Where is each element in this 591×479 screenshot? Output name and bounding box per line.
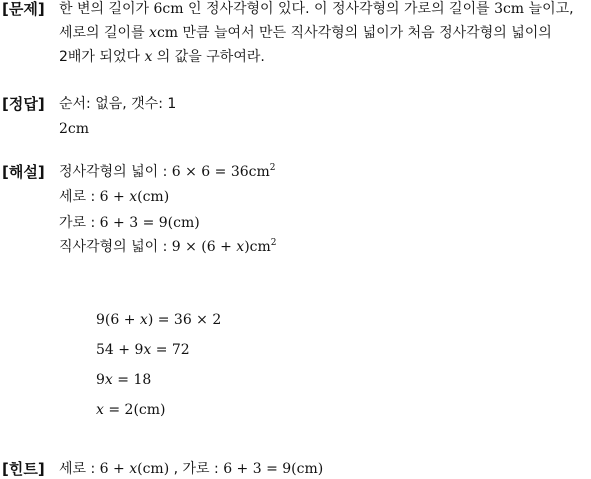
equation-3: 9x = 18	[96, 372, 152, 388]
answer-value: 2cm	[59, 121, 90, 137]
problem-line-3: 2배가 되었다 x 의 값을 구하여라.	[59, 49, 265, 65]
equation-4: x = 2(cm)	[96, 402, 166, 418]
hint-tag: [힌트]	[2, 460, 45, 478]
problem-line-2: 세로의 길이를 xcm 만큼 늘여서 만든 직사각형의 넓이가 처음 정사각형의 넓이의	[59, 25, 552, 41]
answer-line-1: 순서: 없음, 갯수: 1	[59, 96, 177, 112]
solution-width: 가로 : 6 + 3 = 9(cm)	[59, 215, 200, 231]
hint-line: 세로 : 6 + x(cm) , 가로 : 6 + 3 = 9(cm)	[59, 461, 324, 477]
answer-tag: [정답]	[2, 95, 45, 113]
equation-2: 54 + 9x = 72	[96, 342, 190, 358]
solution-rect-area: 직사각형의 넓이 : $9 \times (6 + x)cm^2$	[59, 238, 277, 255]
equation-1: 9(6 + x) = 36 × 2	[96, 312, 222, 328]
problem-line-1: 한 변의 길이가 6cm 인 정사각형이 있다. 이 정사각형의 가로의 길이를 3cm 늘이고,	[59, 1, 574, 17]
solution-square-area: 정사각형의 넓이 : $6 \times 6 = 36cm^2$	[59, 163, 276, 180]
problem-tag: [문제]	[2, 0, 45, 18]
solution-height: 세로 : 6 + x(cm)	[59, 189, 170, 205]
solution-tag: [해설]	[2, 163, 45, 181]
